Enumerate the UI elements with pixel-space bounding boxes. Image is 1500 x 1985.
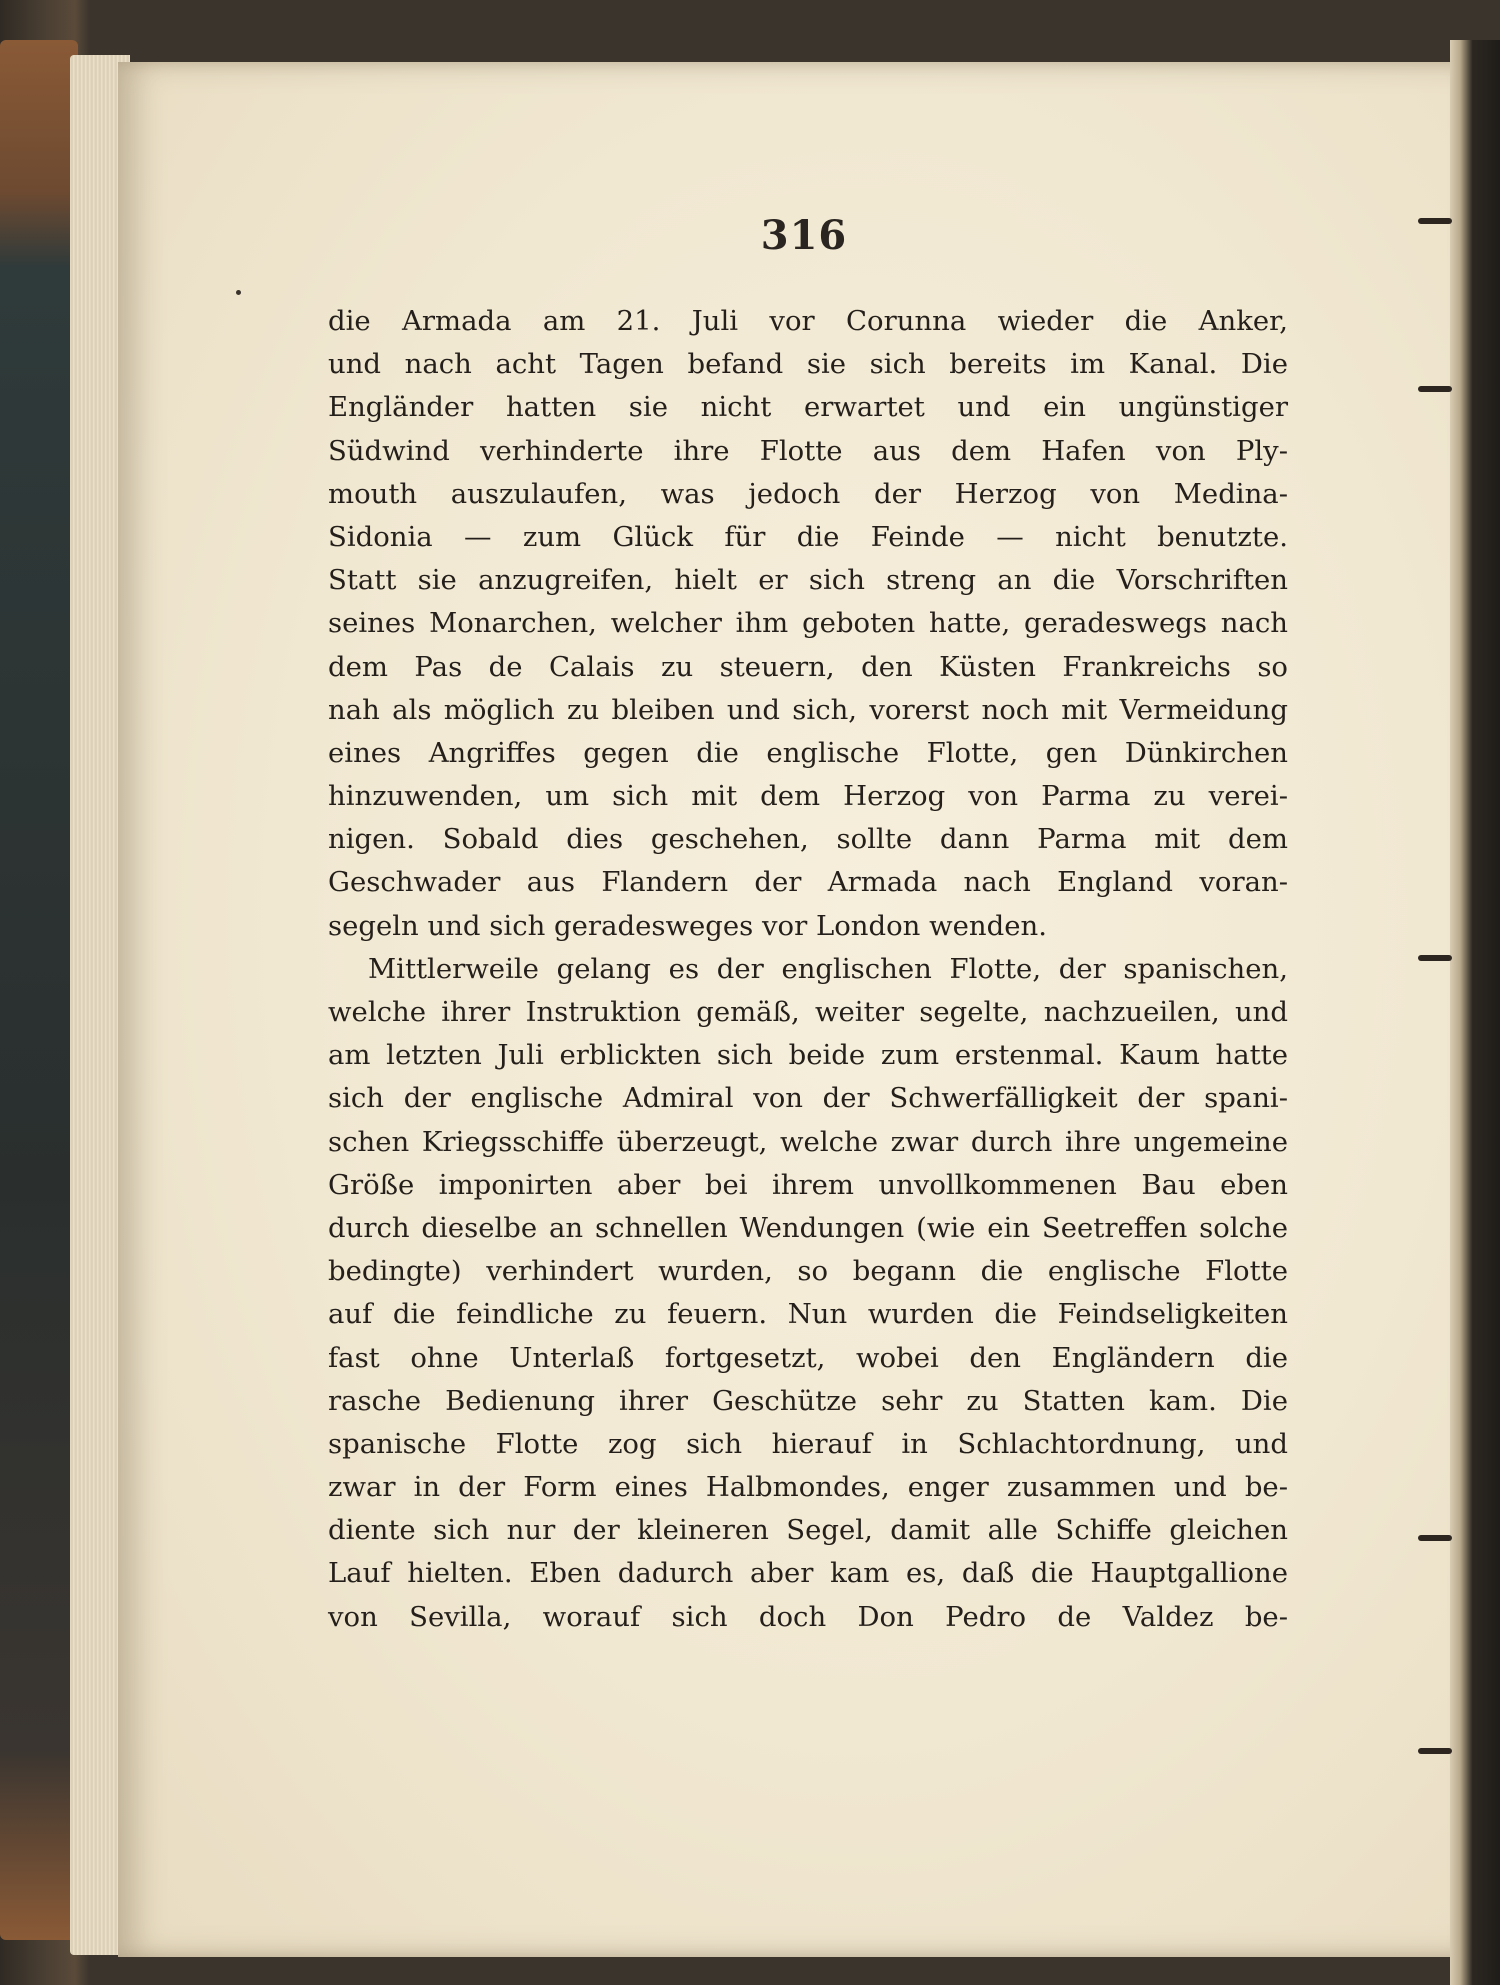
text-line: eines Angriffes gegen die englische Flotte, gen Dünkirchen: [328, 736, 1288, 769]
text-line: hinzuwenden, um sich mit dem Herzog von Parma zu verei-: [328, 780, 1288, 813]
text-line: durch dieselbe an schnellen Wendungen (wie ein Seetreffen solche: [328, 1211, 1288, 1244]
text-line: rasche Bedienung ihrer Geschütze sehr zu Statten kam. Die: [328, 1384, 1288, 1417]
text-line: seines Monarchen, welcher ihm geboten hatte, geradeswegs nach: [328, 607, 1288, 640]
text-line: nigen. Sobald dies geschehen, sollte dann Parma mit dem: [328, 823, 1288, 856]
facing-page-edge: [1450, 40, 1500, 1985]
page-number: 316: [760, 212, 848, 259]
text-line: mouth auszulaufen, was jedoch der Herzog von Medina-: [328, 477, 1288, 510]
text-line: auf die feindliche zu feuern. Nun wurden die Feindseligkeiten: [328, 1298, 1288, 1331]
text-line: Mittlerweile gelang es der englischen Flotte, der spanischen,: [368, 952, 1288, 985]
text-line: Lauf hielten. Eben dadurch aber kam es, daß die Hauptgallione: [328, 1557, 1288, 1590]
binding-thread: [1418, 955, 1452, 961]
book-cover-left: [0, 40, 78, 1940]
text-line: die Armada am 21. Juli vor Corunna wieder die Anker,: [328, 305, 1288, 337]
text-line: nah als möglich zu bleiben und sich, vorerst noch mit Vermeidung: [328, 693, 1288, 726]
text-line: zwar in der Form eines Halbmondes, enger zusammen und be-: [328, 1471, 1288, 1504]
text-line: Geschwader aus Flandern der Armada nach England voran-: [328, 866, 1288, 899]
text-line: schen Kriegsschiffe überzeugt, welche zwar durch ihre ungemeine: [328, 1125, 1288, 1158]
text-line: am letzten Juli erblickten sich beide zum erstenmal. Kaum hatte: [328, 1039, 1288, 1072]
text-line: und nach acht Tagen befand sie sich bereits im Kanal. Die: [328, 348, 1288, 381]
text-line: dem Pas de Calais zu steuern, den Küsten Frankreichs so: [328, 650, 1288, 683]
text-line: Statt sie anzugreifen, hielt er sich streng an die Vorschriften: [328, 564, 1288, 597]
text-line: von Sevilla, worauf sich doch Don Pedro de Valdez be-: [328, 1600, 1288, 1633]
text-line: Südwind verhinderte ihre Flotte aus dem Hafen von Ply-: [328, 434, 1288, 467]
text-line: diente sich nur der kleineren Segel, damit alle Schiffe gleichen: [328, 1514, 1288, 1547]
binding-thread: [1418, 1535, 1452, 1541]
binding-thread: [1418, 1748, 1452, 1754]
text-line: sich der englische Admiral von der Schwerfälligkeit der spani-: [328, 1082, 1288, 1115]
text-line: welche ihrer Instruktion gemäß, weiter segelte, nachzueilen, und: [328, 996, 1288, 1028]
text-line: segeln und sich geradesweges vor London wenden.: [328, 909, 1047, 942]
binding-thread: [1418, 386, 1452, 392]
ink-speck: [236, 290, 241, 295]
text-line: Größe imponirten aber bei ihrem unvollkommenen Bau eben: [328, 1168, 1288, 1201]
text-line: fast ohne Unterlaß fortgesetzt, wobei den Engländern die: [328, 1341, 1288, 1374]
text-line: spanische Flotte zog sich hierauf in Schlachtordnung, und: [328, 1427, 1288, 1460]
text-line: Sidonia — zum Glück für die Feinde — nicht benutzte.: [328, 520, 1288, 553]
text-line: Engländer hatten sie nicht erwartet und ein ungünstiger: [328, 391, 1288, 424]
body-text: [328, 300, 1288, 1639]
text-line: bedingte) verhindert wurden, so begann die englische Flotte: [328, 1255, 1288, 1288]
